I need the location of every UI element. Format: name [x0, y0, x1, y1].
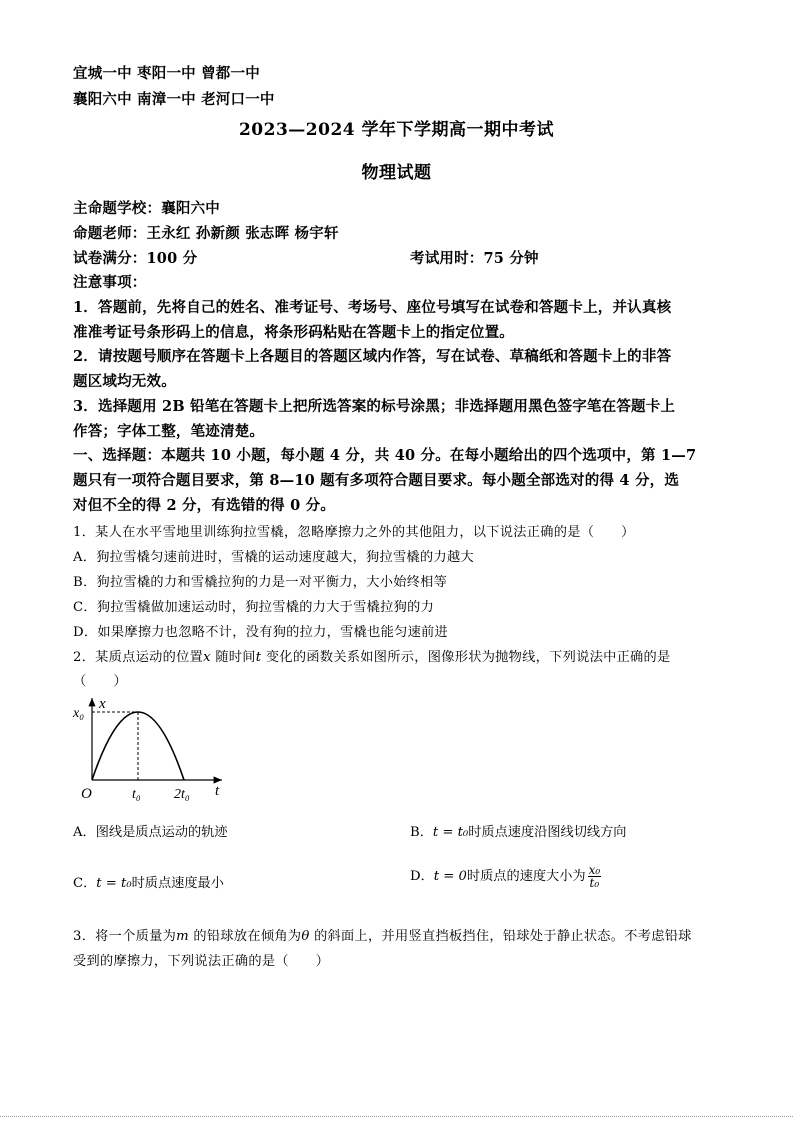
- q3-mass: m: [176, 929, 189, 944]
- q2-option-d-text: 时质点的速度大小为: [466, 869, 586, 884]
- q2-xt-graph: [70, 692, 240, 804]
- section-1-line-1: 一、选择题：本题共 10 小题，每小题 4 分，共 40 分。在每小题给出的四个选项中，第 1—7: [73, 447, 697, 464]
- y-tick-x0: x₀: [73, 706, 85, 721]
- origin-label: O: [81, 786, 92, 802]
- q2-option-b: [410, 821, 626, 840]
- x-tick-2t0: 2t₀: [174, 787, 190, 802]
- q2-stem-part-b: 随时间: [210, 650, 256, 665]
- q1-option-a: A．狗拉雪橇匀速前进时，雪橇的运动速度越大，狗拉雪橇的力越大: [73, 550, 474, 565]
- q2-option-c-text: 时质点速度最小: [131, 876, 224, 891]
- q2-stem: [73, 646, 671, 665]
- q1-stem: 1．某人在水平雪地里训练狗拉雪橇，忽略摩擦力之外的其他阻力，以下说法正确的是（ ）: [73, 525, 635, 540]
- notice-1-line-1: 1．答题前，先将自己的姓名、准考证号、考场号、座位号填写在试卷和答题卡上，并认真核: [73, 299, 672, 316]
- notice-2-line-2: 题区域均无效。: [73, 373, 176, 390]
- duration: 考试用时：75 分钟: [410, 250, 539, 267]
- q2-option-d-fraction: [588, 864, 602, 889]
- q2-option-c: [73, 872, 224, 891]
- notice-title: 注意事项：: [73, 274, 147, 291]
- notice-3-line-2: 作答；字体工整，笔迹清楚。: [73, 423, 265, 440]
- schools-line-1: 宜城一中 枣阳一中 曾都一中: [73, 65, 260, 82]
- q2-option-d-prefix: D．: [410, 869, 434, 884]
- x-axis-label: t: [215, 783, 220, 799]
- q1-option-c: C．狗拉雪橇做加速运动时，狗拉雪橇的力大于雪橇拉狗的力: [73, 600, 435, 615]
- q2-option-c-eq: t = t₀: [96, 876, 132, 891]
- q2-answer-paren: （ ）: [73, 674, 127, 689]
- q3-theta: θ: [301, 929, 310, 944]
- y-axis-label: x: [99, 696, 106, 712]
- q1-option-b: B．狗拉雪橇的力和雪橇拉狗的力是一对平衡力，大小始终相等: [73, 575, 448, 590]
- exam-title: 2023—2024 学年下学期高一期中考试: [238, 120, 555, 140]
- q2-option-c-prefix: C．: [73, 876, 97, 891]
- x-tick-t0: t₀: [132, 787, 141, 802]
- q3-part-b: 的铅球放在倾角为: [188, 929, 302, 944]
- section-1-line-2: 题只有一项符合题目要求，第 8—10 题有多项符合题目要求。每小题全部选对的得 4 分，选: [73, 472, 680, 489]
- school-info: 主命题学校：襄阳六中: [73, 200, 220, 217]
- q2-option-b-text: 时质点速度沿图线切线方向: [468, 825, 627, 840]
- subject-title: 物理试题: [361, 163, 432, 183]
- q2-stem-t: t: [255, 650, 262, 665]
- schools-line-2: 襄阳六中 南漳一中 老河口一中: [73, 91, 275, 108]
- q3-part-a: 3．将一个质量为: [73, 929, 177, 944]
- teachers-info: 命题老师：王永红 孙新颜 张志晖 杨宇轩: [73, 225, 339, 242]
- q3-part-c: 的斜面上，并用竖直挡板挡住，铅球处于静止状态。不考虑铅球: [309, 929, 692, 944]
- q1-option-d: D．如果摩擦力也忽略不计，没有狗的拉力，雪橇也能匀速前进: [73, 625, 449, 640]
- q2-option-a: A．图线是质点运动的轨迹: [73, 825, 228, 840]
- q2-option-b-prefix: B．: [410, 825, 433, 840]
- q2-stem-part-c: 变化的函数关系如图所示，图像形状为抛物线，下列说法中正确的是: [261, 650, 671, 665]
- full-score: 试卷满分：100 分: [73, 250, 198, 267]
- q2-option-b-eq: t = t₀: [432, 825, 469, 840]
- q2-option-d: [410, 864, 601, 889]
- q2-stem-part-a: 2．某质点运动的位置: [73, 650, 204, 665]
- q2-stem-x: x: [203, 650, 211, 665]
- fraction-numerator: x₀: [588, 863, 601, 877]
- notice-2-line-1: 2．请按题号顺序在答题卡上各题目的答题区域内作答，写在试卷、草稿纸和答题卡上的非答: [73, 348, 672, 365]
- page-bottom-rule: [0, 1116, 793, 1117]
- fraction-denominator: t₀: [589, 876, 600, 890]
- q3-line-2: 受到的摩擦力，下列说法正确的是（ ）: [73, 954, 330, 969]
- notice-1-line-2: 准准考证号条形码上的信息，将条形码粘贴在答题卡上的指定位置。: [73, 324, 514, 341]
- notice-3-line-1: 3．选择题用 2B 铅笔在答题卡上把所选答案的标号涂黑；非选择题用黑色签字笔在答题卡上: [73, 398, 676, 415]
- q2-option-d-eq: t = 0: [433, 869, 467, 884]
- q3-line-1: [73, 925, 692, 944]
- section-1-line-3: 对但不全的得 2 分，有选错的得 0 分。: [73, 497, 336, 514]
